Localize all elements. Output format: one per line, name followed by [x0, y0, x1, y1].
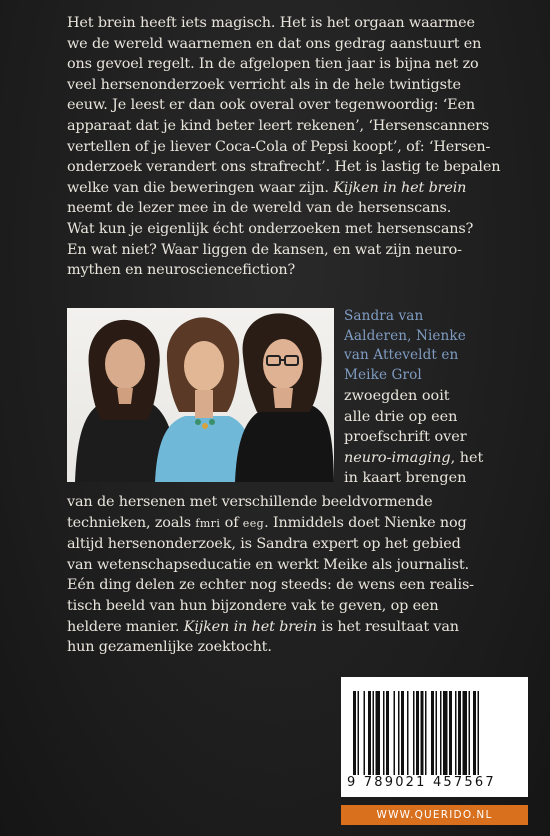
- barcode: [341, 677, 528, 797]
- blurb-text: [67, 13, 513, 281]
- blurb-line: veel hersenonderzoek verricht als in de hele twintigste: [67, 76, 461, 93]
- barcode-bar: [416, 691, 419, 775]
- barcode-bar: [436, 691, 438, 775]
- barcode-bar: [440, 691, 442, 775]
- author-photo: [67, 308, 334, 482]
- barcode-bar: [364, 691, 366, 775]
- book-title-italic: Kijken in het brein: [183, 618, 317, 635]
- author-bio-line: proefschrift over: [344, 429, 467, 446]
- author-name-line: Meike Grol: [344, 366, 422, 383]
- blurb-line: [67, 178, 513, 199]
- author-name-line: Aalderen, Nienke: [344, 327, 466, 344]
- barcode-bar: [386, 691, 389, 775]
- author-bio-line: van wetenschapseducatie en werkt Meike als journalist.: [67, 556, 469, 573]
- blurb-line: onderzoek verandert ons strafrecht’. Het is lastig te bepalen: [67, 159, 501, 176]
- publisher-url: WWW.QUERIDO.NL: [341, 805, 528, 825]
- barcode-bar: [443, 691, 448, 775]
- barcode-bar: [368, 691, 371, 775]
- author-name-line: Sandra van: [344, 308, 424, 324]
- author-bio-line: zwoegden ooit: [344, 388, 450, 404]
- blurb-line: Het brein heeft iets magisch. Het is het orgaan waarmee: [67, 15, 475, 31]
- blurb-line: vertellen of je liever Coca-Cola of Pepsi koopt’, of: ‘Hersen-: [67, 138, 491, 155]
- author-bio-line: [67, 513, 513, 535]
- barcode-bar: [431, 691, 434, 775]
- barcode-bars: [353, 691, 516, 775]
- blurb-line: ons gevoel regelt. In de afgelopen tien jaar is bijna net zo: [67, 56, 479, 73]
- neuro-imaging-italic: neuro-imaging: [344, 449, 451, 466]
- barcode-bar: [413, 691, 415, 775]
- fmri-abbrev: fmri: [195, 516, 221, 530]
- barcode-bar: [425, 691, 427, 775]
- barcode-bar: [449, 691, 452, 775]
- author-bio-span: technieken, zoals: [67, 514, 196, 531]
- barcode-bar: [407, 691, 409, 775]
- barcode-bar: [469, 691, 471, 775]
- author-photo-illustration: [67, 308, 334, 482]
- author-bio-line: hun gezamenlijke zoektocht.: [67, 639, 272, 656]
- author-bio-span: of: [220, 514, 243, 531]
- blurb-line: Wat kun je eigenlijk écht onderzoeken met hersenscans?: [67, 220, 474, 237]
- author-bio-line: altijd hersenonderzoek, is Sandra expert op het gebied: [67, 536, 461, 553]
- barcode-bar: [394, 691, 396, 775]
- author-bio-side: [344, 386, 520, 489]
- blurb-text-span: welke van die beweringen waar zijn.: [67, 179, 334, 196]
- author-bio-line: Eén ding delen ze echter nog steeds: de wens een realis-: [67, 577, 474, 594]
- author-bio-line: [344, 448, 520, 469]
- author-bio-line: van de hersenen met verschillende beeldvormende: [67, 494, 433, 510]
- barcode-bar: [398, 691, 400, 775]
- barcode-bar: [458, 691, 461, 775]
- barcode-bar: [421, 691, 424, 775]
- author-bio-line: [67, 617, 513, 638]
- author-names: [344, 307, 524, 385]
- blurb-line: we de wereld waarnemen en dat ons gedrag aanstuurt en: [67, 35, 482, 52]
- barcode-bar: [455, 691, 457, 775]
- blurb-line: eeuw. Je leest er dan ook overal over tegenwoordig: ‘Een: [67, 97, 475, 114]
- author-bio-span: is het resultaat van: [316, 618, 459, 635]
- barcode-bar: [373, 691, 375, 775]
- barcode-bar: [473, 691, 476, 775]
- barcode-bar: [401, 691, 404, 775]
- blurb-line: En wat niet? Waar liggen de kansen, en wat zijn neuro-: [67, 241, 462, 258]
- author-bio-span: . Inmiddels doet Nienke nog: [264, 514, 467, 531]
- author-bio-span: heldere manier.: [67, 618, 184, 635]
- barcode-bar: [463, 691, 468, 775]
- book-title-italic: Kijken in het brein: [333, 179, 467, 196]
- blurb-line: mythen en neurosciencefiction?: [67, 262, 296, 279]
- blurb-line: apparaat dat je kind beter leert rekenen’, ‘Hersenscanners: [67, 117, 490, 134]
- author-bio-line: tisch beeld van hun bijzondere vak te geven, op een: [67, 597, 439, 614]
- barcode-bar: [353, 691, 356, 775]
- author-bio-line: in kaart brengen: [344, 470, 467, 487]
- author-bio-line: alle drie op een: [344, 408, 458, 425]
- eeg-abbrev: eeg: [242, 516, 265, 530]
- author-bio-span: , het: [450, 449, 484, 466]
- barcode-bar: [376, 691, 381, 775]
- barcode-bar: [478, 691, 480, 775]
- isbn-number: 9 789021 457567: [347, 775, 496, 790]
- barcode-bar: [383, 691, 385, 775]
- author-name-line: van Atteveldt en: [344, 347, 459, 364]
- barcode-bar: [358, 691, 360, 775]
- author-bio-body: [67, 492, 513, 658]
- blurb-line: neemt de lezer mee in de wereld van de hersenscans.: [67, 200, 452, 217]
